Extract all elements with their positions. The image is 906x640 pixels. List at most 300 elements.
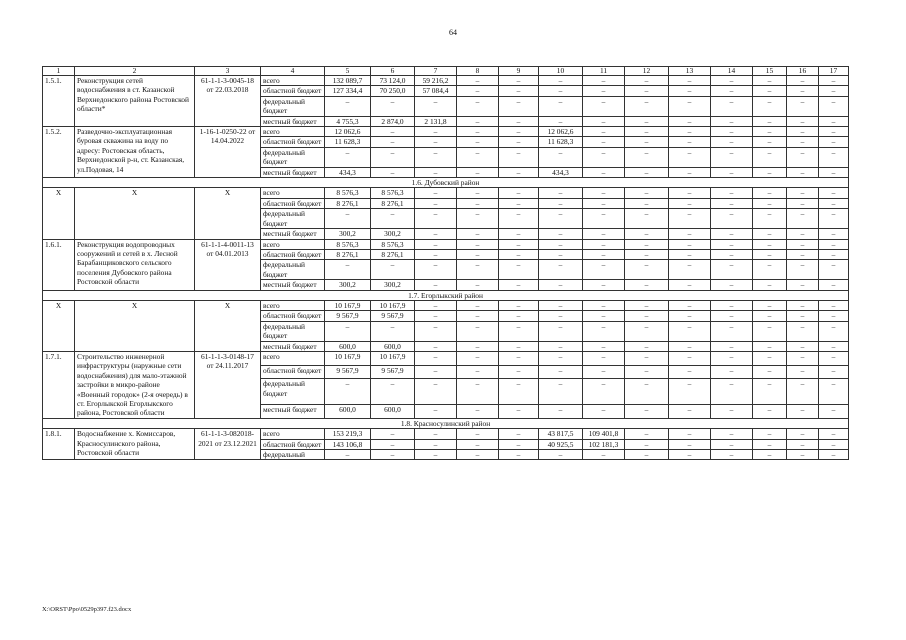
amount-cell: 300,2	[325, 280, 371, 290]
amount-cell: –	[711, 439, 753, 449]
amount-cell: –	[753, 260, 787, 280]
amount-cell: –	[457, 96, 499, 116]
amount-cell: –	[499, 260, 539, 280]
column-header: 16	[787, 67, 819, 76]
amount-cell: –	[753, 341, 787, 351]
amount-cell: –	[669, 300, 711, 310]
funding-source-label: федеральный бюджет	[261, 96, 325, 116]
amount-cell: –	[539, 280, 583, 290]
amount-cell: –	[539, 239, 583, 249]
amount-cell: 8 276,1	[371, 198, 415, 208]
object-name-cell: Водоснабжение х. Комиссаров, Красносулинского района, Ростовской области	[75, 429, 195, 460]
amount-cell: –	[415, 209, 457, 229]
amount-cell: –	[787, 379, 819, 405]
amount-cell: –	[457, 209, 499, 229]
amount-cell: –	[539, 365, 583, 379]
object-name-cell: Х	[75, 188, 195, 239]
amount-cell: –	[669, 341, 711, 351]
amount-cell: –	[819, 229, 849, 239]
amount-cell: 8 276,1	[325, 198, 371, 208]
amount-cell: 600,0	[371, 405, 415, 419]
amount-cell: –	[711, 96, 753, 116]
amount-cell: 434,3	[539, 167, 583, 177]
amount-cell: –	[711, 137, 753, 147]
funding-source-label: всего	[261, 351, 325, 365]
amount-cell: –	[583, 76, 625, 86]
amount-cell: –	[457, 188, 499, 198]
funding-source-label: местный бюджет	[261, 229, 325, 239]
amount-cell: –	[415, 439, 457, 449]
amount-cell: –	[499, 351, 539, 365]
amount-cell: –	[819, 439, 849, 449]
amount-cell: –	[499, 167, 539, 177]
amount-cell: –	[539, 249, 583, 259]
amount-cell: –	[415, 365, 457, 379]
object-name-cell: Строительство инженерной инфраструктуры (наружные сети водоснабжения) для мало-этажной застройки в микро-районе «Военный городок» (2-я очередь) в ст. Егорлыкской Егорлыкского района, Ростовской области	[75, 351, 195, 418]
amount-cell: 10 167,9	[371, 300, 415, 310]
column-header: 14	[711, 67, 753, 76]
funding-source-label: федеральный бюджет	[261, 379, 325, 405]
amount-cell: –	[499, 86, 539, 96]
amount-cell: –	[669, 137, 711, 147]
table-row	[43, 76, 849, 86]
amount-cell: –	[819, 137, 849, 147]
amount-cell: –	[787, 450, 819, 460]
amount-cell: –	[457, 341, 499, 351]
column-header: 13	[669, 67, 711, 76]
amount-cell: –	[539, 147, 583, 167]
amount-cell: –	[711, 365, 753, 379]
funding-source-label: федеральный бюджет	[261, 260, 325, 280]
column-header: 2	[75, 67, 195, 76]
amount-cell: –	[669, 127, 711, 137]
amount-cell: 10 167,9	[325, 351, 371, 365]
amount-cell: –	[415, 429, 457, 439]
amount-cell: –	[787, 300, 819, 310]
amount-cell: –	[669, 249, 711, 259]
amount-cell: 153 219,3	[325, 429, 371, 439]
column-header: 5	[325, 67, 371, 76]
amount-cell: –	[819, 379, 849, 405]
amount-cell: –	[457, 239, 499, 249]
amount-cell: –	[625, 86, 669, 96]
amount-cell: –	[819, 167, 849, 177]
amount-cell: –	[583, 198, 625, 208]
amount-cell: 12 062,6	[325, 127, 371, 137]
table-row	[43, 429, 849, 439]
section-title: 1.7. Егорлыкский район	[43, 290, 849, 300]
column-header: 15	[753, 67, 787, 76]
project-code-cell: 61-1-1-3-0148-17 от 24.11.2017	[195, 351, 261, 418]
table-row	[43, 188, 849, 198]
amount-cell: 73 124,0	[371, 76, 415, 86]
funding-source-label: всего	[261, 127, 325, 137]
amount-cell: –	[371, 147, 415, 167]
amount-cell: –	[819, 76, 849, 86]
amount-cell: –	[819, 96, 849, 116]
amount-cell: –	[753, 209, 787, 229]
amount-cell: –	[583, 86, 625, 96]
section-title: 1.6. Дубовский район	[43, 178, 849, 188]
amount-cell: –	[669, 96, 711, 116]
amount-cell: –	[753, 239, 787, 249]
amount-cell: 8 276,1	[325, 249, 371, 259]
amount-cell: –	[711, 86, 753, 96]
amount-cell: –	[669, 260, 711, 280]
amount-cell: –	[415, 239, 457, 249]
amount-cell: –	[325, 321, 371, 341]
project-code-cell: Х	[195, 188, 261, 239]
amount-cell: –	[625, 229, 669, 239]
funding-source-label: федеральный	[261, 450, 325, 460]
amount-cell: 2 131,8	[415, 116, 457, 126]
amount-cell: –	[583, 321, 625, 341]
amount-cell: –	[415, 249, 457, 259]
amount-cell: –	[753, 76, 787, 86]
amount-cell: 109 401,8	[583, 429, 625, 439]
amount-cell: –	[539, 341, 583, 351]
amount-cell: 9 567,9	[371, 365, 415, 379]
amount-cell: –	[539, 321, 583, 341]
amount-cell: –	[753, 429, 787, 439]
amount-cell: –	[753, 311, 787, 321]
amount-cell: 40 925,5	[539, 439, 583, 449]
amount-cell: –	[371, 379, 415, 405]
amount-cell: –	[753, 86, 787, 96]
amount-cell: –	[669, 439, 711, 449]
amount-cell: –	[583, 116, 625, 126]
amount-cell: –	[457, 198, 499, 208]
amount-cell: –	[499, 321, 539, 341]
project-code-cell: 61-1-1-3-082018-2021 от 23.12.2021	[195, 429, 261, 460]
amount-cell: –	[819, 86, 849, 96]
amount-cell: –	[457, 450, 499, 460]
amount-cell: –	[625, 280, 669, 290]
amount-cell: –	[539, 198, 583, 208]
amount-cell: –	[539, 209, 583, 229]
amount-cell: –	[499, 229, 539, 239]
amount-cell: –	[539, 379, 583, 405]
amount-cell: –	[371, 209, 415, 229]
amount-cell: –	[499, 439, 539, 449]
amount-cell: –	[711, 280, 753, 290]
amount-cell: –	[499, 209, 539, 229]
funding-source-label: местный бюджет	[261, 116, 325, 126]
amount-cell: 8 576,3	[325, 188, 371, 198]
amount-cell: –	[583, 137, 625, 147]
amount-cell: –	[539, 450, 583, 460]
amount-cell: –	[711, 167, 753, 177]
amount-cell: 57 084,4	[415, 86, 457, 96]
amount-cell: –	[753, 137, 787, 147]
funding-source-label: областной бюджет	[261, 439, 325, 449]
row-id-cell: 1.6.1.	[43, 239, 75, 290]
amount-cell: –	[819, 405, 849, 419]
amount-cell: –	[753, 188, 787, 198]
amount-cell: –	[711, 300, 753, 310]
amount-cell: –	[583, 249, 625, 259]
amount-cell: –	[539, 311, 583, 321]
amount-cell: –	[669, 86, 711, 96]
amount-cell: 2 874,0	[371, 116, 415, 126]
row-id-cell: 1.5.1.	[43, 76, 75, 127]
amount-cell: –	[583, 300, 625, 310]
amount-cell: 143 106,8	[325, 439, 371, 449]
amount-cell: –	[539, 351, 583, 365]
amount-cell: –	[787, 137, 819, 147]
column-header: 11	[583, 67, 625, 76]
table-body	[43, 76, 849, 460]
amount-cell: –	[625, 96, 669, 116]
amount-cell: 8 576,3	[325, 239, 371, 249]
amount-cell: –	[819, 198, 849, 208]
amount-cell: –	[625, 351, 669, 365]
column-number-row	[43, 67, 849, 76]
amount-cell: –	[787, 239, 819, 249]
amount-cell: 300,2	[325, 229, 371, 239]
amount-cell: –	[625, 76, 669, 86]
section-row	[43, 418, 849, 428]
funding-source-label: областной бюджет	[261, 137, 325, 147]
amount-cell: –	[539, 76, 583, 86]
amount-cell: –	[499, 379, 539, 405]
table-header	[43, 67, 849, 76]
amount-cell: –	[753, 96, 787, 116]
amount-cell: –	[457, 249, 499, 259]
amount-cell: –	[371, 260, 415, 280]
section-row	[43, 290, 849, 300]
amount-cell: –	[583, 351, 625, 365]
amount-cell: –	[625, 365, 669, 379]
funding-source-label: всего	[261, 188, 325, 198]
amount-cell: –	[787, 249, 819, 259]
amount-cell: –	[539, 86, 583, 96]
financing-table	[42, 66, 849, 460]
column-header: 9	[499, 67, 539, 76]
object-name-cell: Реконструкция сетей водоснабжения в ст. Казанской Верхнедонского района Ростовской области*	[75, 76, 195, 127]
amount-cell: –	[669, 147, 711, 167]
amount-cell: –	[499, 96, 539, 116]
amount-cell: –	[819, 351, 849, 365]
amount-cell: –	[583, 96, 625, 116]
amount-cell: –	[415, 321, 457, 341]
amount-cell: –	[753, 167, 787, 177]
amount-cell: –	[819, 147, 849, 167]
table-row	[43, 239, 849, 249]
amount-cell: –	[669, 379, 711, 405]
amount-cell: –	[625, 300, 669, 310]
amount-cell: –	[711, 127, 753, 137]
amount-cell: –	[583, 229, 625, 239]
amount-cell: –	[819, 260, 849, 280]
amount-cell: –	[539, 229, 583, 239]
amount-cell: –	[819, 450, 849, 460]
funding-source-label: местный бюджет	[261, 341, 325, 351]
amount-cell: –	[711, 198, 753, 208]
amount-cell: –	[457, 76, 499, 86]
object-name-cell: Разведочно-эксплуатационная буровая скважина на воду по адресу: Ростовская область, Верхнедонской р-н, ст. Казанская, ул.Подовая, 14	[75, 127, 195, 178]
amount-cell: –	[787, 76, 819, 86]
amount-cell: –	[499, 450, 539, 460]
amount-cell: –	[625, 209, 669, 229]
amount-cell: 127 334,4	[325, 86, 371, 96]
amount-cell: –	[819, 116, 849, 126]
amount-cell: –	[457, 229, 499, 239]
amount-cell: –	[415, 280, 457, 290]
amount-cell: –	[457, 351, 499, 365]
amount-cell: –	[325, 260, 371, 280]
funding-source-label: областной бюджет	[261, 365, 325, 379]
amount-cell: –	[415, 229, 457, 239]
amount-cell: –	[711, 321, 753, 341]
amount-cell: –	[753, 365, 787, 379]
amount-cell: –	[539, 405, 583, 419]
amount-cell: –	[819, 249, 849, 259]
amount-cell: –	[753, 351, 787, 365]
amount-cell: –	[457, 405, 499, 419]
amount-cell: –	[753, 198, 787, 208]
amount-cell: –	[787, 405, 819, 419]
amount-cell: –	[711, 229, 753, 239]
amount-cell: –	[457, 439, 499, 449]
amount-cell: –	[415, 167, 457, 177]
amount-cell: –	[415, 96, 457, 116]
amount-cell: –	[625, 405, 669, 419]
row-id-cell: Х	[43, 188, 75, 239]
amount-cell: –	[669, 188, 711, 198]
amount-cell: –	[787, 439, 819, 449]
amount-cell: –	[457, 167, 499, 177]
amount-cell: –	[583, 311, 625, 321]
amount-cell: –	[625, 321, 669, 341]
amount-cell: –	[711, 147, 753, 167]
amount-cell: –	[499, 300, 539, 310]
funding-source-label: всего	[261, 429, 325, 439]
project-code-cell: 1-16-1-0250-22 от 14.04.2022	[195, 127, 261, 178]
amount-cell: –	[415, 188, 457, 198]
funding-source-label: местный бюджет	[261, 405, 325, 419]
amount-cell: –	[819, 188, 849, 198]
column-header: 7	[415, 67, 457, 76]
amount-cell: –	[457, 321, 499, 341]
amount-cell: –	[457, 137, 499, 147]
amount-cell: –	[711, 260, 753, 280]
amount-cell: –	[539, 260, 583, 280]
amount-cell: –	[625, 341, 669, 351]
funding-source-label: федеральный бюджет	[261, 147, 325, 167]
amount-cell: –	[625, 167, 669, 177]
column-header: 17	[819, 67, 849, 76]
amount-cell: –	[457, 127, 499, 137]
amount-cell: –	[787, 127, 819, 137]
project-code-cell: 61-1-1-4-0011-13 от 04.01.2013	[195, 239, 261, 290]
amount-cell: –	[625, 239, 669, 249]
funding-source-label: федеральный бюджет	[261, 321, 325, 341]
amount-cell: –	[499, 198, 539, 208]
amount-cell: –	[415, 260, 457, 280]
amount-cell: –	[625, 188, 669, 198]
amount-cell: 600,0	[371, 341, 415, 351]
amount-cell: –	[711, 188, 753, 198]
amount-cell: 12 062,6	[539, 127, 583, 137]
amount-cell: –	[583, 280, 625, 290]
funding-source-label: областной бюджет	[261, 86, 325, 96]
amount-cell: –	[711, 209, 753, 229]
amount-cell: –	[415, 147, 457, 167]
amount-cell: –	[457, 365, 499, 379]
amount-cell: –	[625, 429, 669, 439]
table-row	[43, 127, 849, 137]
amount-cell: –	[787, 96, 819, 116]
amount-cell: –	[787, 198, 819, 208]
amount-cell: 11 628,3	[325, 137, 371, 147]
amount-cell: –	[499, 76, 539, 86]
column-header: 1	[43, 67, 75, 76]
amount-cell: 9 567,9	[325, 311, 371, 321]
row-id-cell: 1.5.2.	[43, 127, 75, 178]
amount-cell: –	[457, 300, 499, 310]
amount-cell: –	[583, 127, 625, 137]
footer-file-path: X:\ORST\Ppo\0529p397.f23.docx	[42, 606, 132, 613]
amount-cell: –	[787, 188, 819, 198]
funding-source-label: местный бюджет	[261, 280, 325, 290]
amount-cell: –	[669, 280, 711, 290]
amount-cell: –	[787, 209, 819, 229]
amount-cell: –	[819, 300, 849, 310]
amount-cell: –	[539, 96, 583, 116]
funding-source-label: всего	[261, 239, 325, 249]
amount-cell: –	[371, 439, 415, 449]
amount-cell: 43 817,5	[539, 429, 583, 439]
table-row	[43, 351, 849, 365]
table-row	[43, 300, 849, 310]
amount-cell: –	[499, 239, 539, 249]
funding-source-label: областной бюджет	[261, 311, 325, 321]
amount-cell: –	[499, 280, 539, 290]
funding-source-label: областной бюджет	[261, 198, 325, 208]
amount-cell: –	[625, 450, 669, 460]
amount-cell: –	[583, 379, 625, 405]
amount-cell: –	[819, 127, 849, 137]
amount-cell: –	[787, 86, 819, 96]
funding-source-label: федеральный бюджет	[261, 209, 325, 229]
amount-cell: –	[457, 260, 499, 280]
amount-cell: –	[539, 188, 583, 198]
column-header: 12	[625, 67, 669, 76]
amount-cell: –	[787, 229, 819, 239]
amount-cell: –	[415, 379, 457, 405]
amount-cell: –	[457, 311, 499, 321]
amount-cell: –	[371, 96, 415, 116]
amount-cell: 8 576,3	[371, 188, 415, 198]
column-header: 3	[195, 67, 261, 76]
amount-cell: 4 755,3	[325, 116, 371, 126]
column-header: 8	[457, 67, 499, 76]
amount-cell: –	[669, 229, 711, 239]
amount-cell: –	[669, 116, 711, 126]
amount-cell: –	[583, 188, 625, 198]
amount-cell: –	[787, 311, 819, 321]
amount-cell: –	[787, 280, 819, 290]
amount-cell: –	[583, 167, 625, 177]
column-header: 4	[261, 67, 325, 76]
amount-cell: –	[711, 450, 753, 460]
amount-cell: –	[753, 450, 787, 460]
amount-cell: –	[669, 365, 711, 379]
amount-cell: –	[711, 379, 753, 405]
amount-cell: –	[415, 351, 457, 365]
amount-cell: –	[499, 127, 539, 137]
